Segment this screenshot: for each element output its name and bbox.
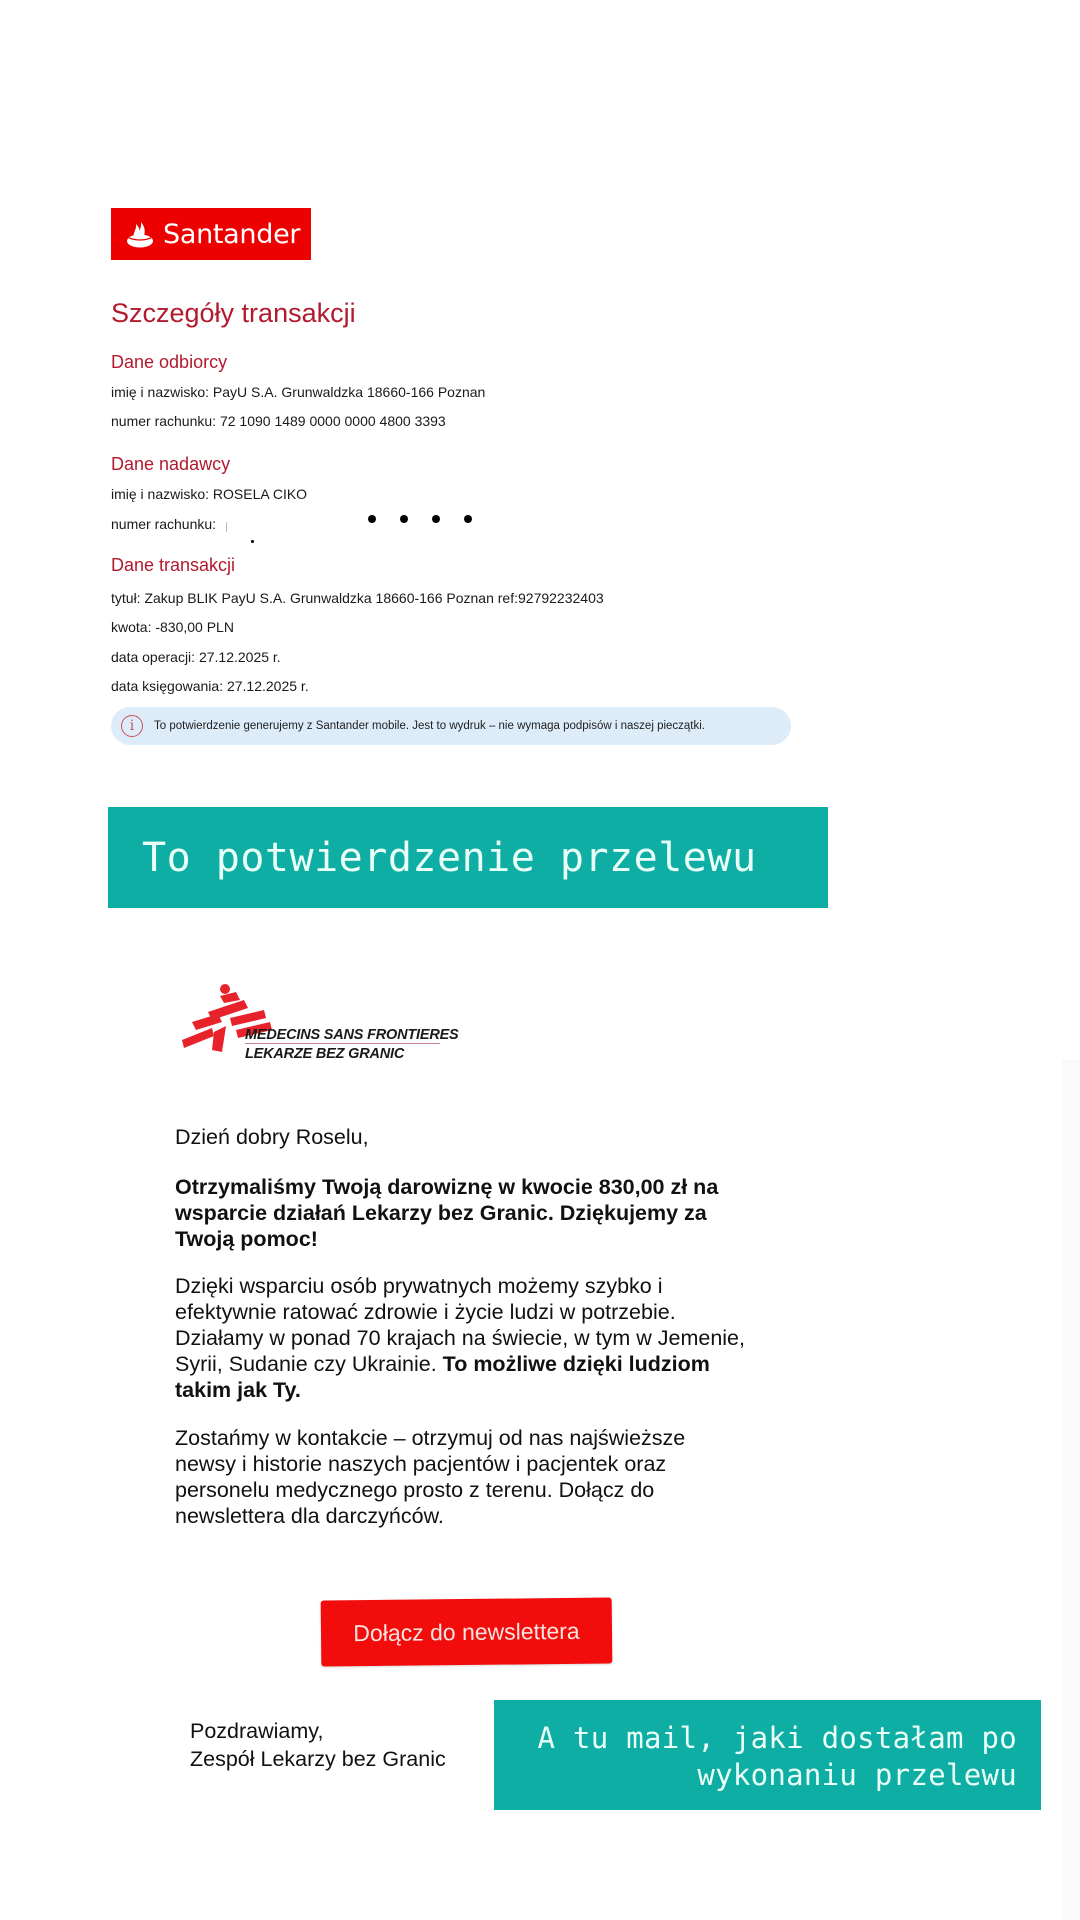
email-signoff [190,1717,446,1773]
redaction-dot [464,515,472,523]
msf-logo-divider [245,1043,440,1044]
santander-logo [111,208,311,260]
signoff-team: Zespół Lekarzy bez Granic [190,1747,446,1771]
transaction-amount: kwota: -830,00 PLN [111,619,234,635]
signoff-greeting: Pozdrawiamy, [190,1719,324,1743]
info-icon: i [121,715,143,737]
email-thanks: Otrzymaliśmy Twoją darowiznę w kwocie 830,00 zł na wsparcie działań Lekarzy bez Granic. Dziękujemy za Twoją pomoc! [175,1175,719,1251]
email-greeting: Dzień dobry Roselu, [175,1125,369,1149]
page-edge-shade [1062,1060,1080,1920]
email-paragraph-2 [175,1273,755,1403]
redaction-dots [368,515,472,523]
caption-line-2: wykonaniu przelewu [697,1758,1017,1792]
redaction-dot [432,515,440,523]
operation-date: data operacji: 27.12.2025 r. [111,649,281,665]
join-newsletter-button[interactable]: Dołącz do newslettera [321,1597,613,1666]
recipient-heading: Dane odbiorcy [111,352,228,372]
redaction-dot [251,540,254,543]
msf-logo-line1: MEDECINS SANS FRONTIERES [245,1027,459,1043]
redaction-mark [226,522,227,532]
santander-flame-icon [125,219,155,249]
info-notice [111,707,791,745]
caption-banner-email [494,1700,1041,1810]
email-paragraph-3: Zostańmy w kontakcie – otrzymuj od nas najświeższe newsy i historie naszych pacjentów i pacjentek oraz personelu medycznego prosto z terenu. Dołącz do newslettera dla darczyńców. [175,1426,686,1528]
sender-name: imię i nazwisko: ROSELA CIKO [111,486,308,502]
booking-date: data księgowania: 27.12.2025 r. [111,678,309,694]
msf-logo-line2: LEKARZE BEZ GRANIC [245,1046,405,1062]
redaction-dot [368,515,376,523]
recipient-account: numer rachunku: 72 1090 1489 0000 0000 4800 3393 [111,413,446,429]
recipient-name: imię i nazwisko: PayU S.A. Grunwaldzka 18660-166 Poznan [111,384,486,400]
caption-line-1: A tu mail, jaki dostałam po [537,1721,1017,1755]
caption-text: To potwierdzenie przelewu [142,834,757,881]
email-paragraph-2-text: Dzięki wsparciu osób prywatnych możemy szybko i efektywnie ratować zdrowie i życie ludzi w potrzebie. Działamy w ponad 70 krajach na świecie, w tym w Jemenie, Syrii, Sudanie czy Ukrainie. [175,1274,745,1376]
transaction-title: tytuł: Zakup BLIK PayU S.A. Grunwaldzka 18660-166 Poznan ref:92792232403 [111,590,604,606]
sender-account: numer rachunku: [111,516,217,532]
sender-heading: Dane nadawcy [111,454,231,474]
info-text: To potwierdzenie generujemy z Santander mobile. Jest to wydruk – nie wymaga podpisów i naszej pieczątki. [154,720,706,732]
transaction-heading: Dane transakcji [111,555,236,575]
transaction-details-title: Szczegóły transakcji [111,298,356,328]
caption-banner-transfer-confirmation [108,807,828,908]
santander-wordmark: Santander [163,218,301,250]
redaction-dot [400,515,408,523]
email-paragraph-2-bold: To możliwe dzięki ludziom takim jak Ty. [175,1352,710,1402]
